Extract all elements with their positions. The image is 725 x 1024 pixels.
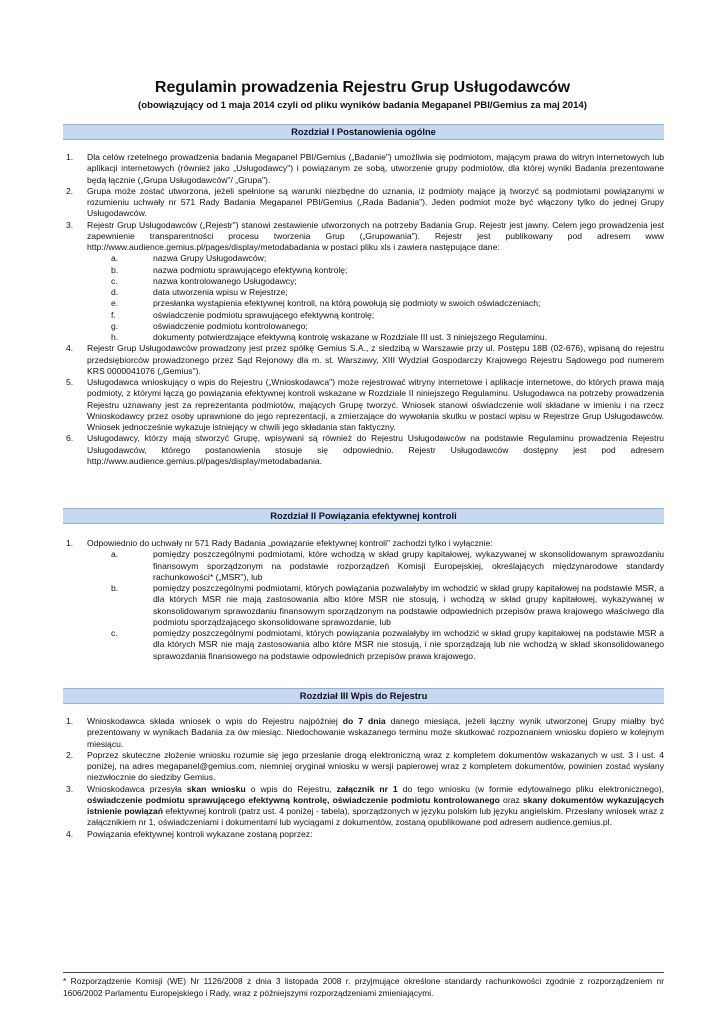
sublist-item: a. nazwa Grupy Usługodawców; bbox=[111, 253, 267, 264]
sublist-item: h. dokumenty potwierdzające efektywną kontrolę wskazane w Rozdziale III ust. 3 niniejszego Regulaminu. bbox=[111, 332, 548, 342]
sublist-item: f. oświadczenie podmiotu sprawującego efektywną kontrolę; bbox=[111, 309, 375, 320]
footnote: * Rozporządzenie Komisji (WE) Nr 1126/2008 z dnia 3 listopada 2008 r. przyjmujące określone standardy rachunkowości zgodnie z rozporządzeniem nr 1606/2002 Parlamentu Europejskiego i Rady, wraz z późniejszymi rozporządzeniami zmieniającymi. bbox=[63, 976, 664, 998]
register-fields-sublist bbox=[87, 253, 664, 343]
control-relations-sublist bbox=[87, 549, 664, 662]
list-item: 4. Rejestr Grup Usługodawców prowadzony jest przez spółkę Gemius S.A., z siedzibą w Warszawie przy ul. Postępu 18B (02-676), wpisaną do rejestru przedsiębiorców prowadzonego przez Sąd Rejonowy dla m. st. Warszawy, XIII Wydział Gospodarczy Krajowego Rejestru Sądowego pod numerem KRS 0000041076 („Gemius"). bbox=[66, 343, 664, 376]
sublist-item: b. nazwa podmiotu sprawującego efektywną kontrolę; bbox=[111, 264, 348, 275]
list-item: 5. Usługodawca wnioskujący o wpis do Rejestru („Wnioskodawca") może rejestrować witryny internetowe i aplikacje internetowe, do których prawa mają podmioty, z którymi łączą go powiązania efektywnej kontroli wskazane w Rozdziale II niniejszego Regulaminu. Usługodawca na potrzeby prowadzenia Rejestru uznawany jest za reprezentanta podmiotów, mających Grupę tworzyć. Wniosek stanowi oświadczenie woli składane w imieniu i na rzecz Wnioskodawcy przez osoby uprawnione do jego reprezentacji, a zmierzające do wywołania skutku w postaci wpisu w Rejestrze Grup Usługodawców. Wniosek jednocześnie wykazuje istniejący w chwili jego składania stan faktyczny. bbox=[66, 377, 664, 432]
document-subtitle: (obowiązujący od 1 maja 2014 czyli od pliku wyników badania Megapanel PBI/Gemius za maj 2014) bbox=[138, 100, 587, 111]
list-item: 2. Poprzez skuteczne złożenie wniosku rozumie się jego przesłanie drogą elektroniczną wraz z kompletem dokumentów wskazanych w ust. 3 i ust. 4 poniżej, na adres megapanel@gemius.com, niemniej oryginał wniosku w wersji papierowej wraz z kompletem dokumentów, powinien zostać wysłany niezwłocznie do siedziby Gemius. bbox=[66, 749, 664, 783]
list-item: 2. Grupa może zostać utworzona, jeżeli spełnione są warunki niezbędne do uznania, iż podmioty mające ją tworzyć są podmiotami powiązanymi w rozumieniu uchwały nr 571 Rady Badania Megapanel PBI/Gemius („Rada Badania"). Jeden podmiot może być włączony tylko do jednej Grupy Usługodawców. bbox=[66, 185, 664, 219]
footnote-divider bbox=[63, 972, 664, 973]
sublist-item: g. oświadczenie podmiotu kontrolowanego; bbox=[111, 320, 308, 331]
sublist-item: c. nazwa kontrolowanego Usługodawcy; bbox=[111, 275, 297, 286]
list-item: 6. Usługodawcy, którzy mają stworzyć Grupę, wpisywani są również do Rejestru Usługodawców na podstawie Regulaminu prowadzenia Rejestru Usługodawców, którego postanowienia stosuje się odpowiednio. Rejestr Usługodawców dostępny jest pod adresem http://www.audience.gemius.pl/pages/display/metodabadania. bbox=[66, 433, 664, 466]
list-item: 1. Wnioskodawca składa wniosek o wpis do Rejestru najpóźniej do 7 dnia danego miesiąca, jeżeli łączny wynik utworzonej Grupy miałby być prezentowany w wynikach Badania za ów miesiąc. Niedochowanie wskazanego terminu może skutkować rozpoznaniem wniosku dopiero w kolejnym miesiącu. bbox=[66, 716, 664, 749]
sublist-item: a. pomiędzy poszczególnymi podmiotami, które wchodzą w skład grupy kapitałowej, wykazywanej w skonsolidowanym sprawozdaniu finansowym sporządzonym na podstawie rozporządzeń Komisji Europejskiej, określających międzynarodowe standardy rachunkowości* („MSR"), lub bbox=[111, 549, 664, 582]
section-heading-3: Rozdział III Wpis do Rejestru bbox=[63, 688, 664, 704]
sublist-item: e. przesłanka wystąpienia efektywnej kontroli, na którą powołują się podmioty w swoich oświadczeniach; bbox=[111, 298, 541, 309]
section-heading-2: Rozdział II Powiązania efektywnej kontroli bbox=[63, 508, 664, 524]
list-item: 3. Wnioskodawca przesyła skan wniosku o wpis do Rejestru, załącznik nr 1 do tego wniosku (w formie edytowalnego pliku elektronicznego), oświadczenie podmiotu sprawującego efektywną kontrolę, oświadczenie podmiotu kontrolowanego oraz skany dokumentów wykazujących istnienie powiązań efektywnej kontroli (patrz ust. 4 poniżej - tabela), sporządzonych w języku polskim lub języku angielskim. Przesłany wniosek wraz z załącznikiem nr 1, oświadczeniami i dokumentami lub wyciągami z dokumentów, zostaną opublikowane pod adresem audience.gemius.pl. bbox=[66, 783, 665, 828]
section-1-list bbox=[63, 152, 664, 467]
sublist-item: d. data utworzenia wpisu w Rejestrze; bbox=[111, 287, 288, 297]
sublist-item: b. pomiędzy poszczególnymi podmiotami, których powiązania pozwalałyby im wchodzić w skład grupy kapitałowej na podstawie MSR, a dla których MSR nie mają zastosowania albo które MSR nie stosują, i wchodzą w skład grupy kapitałowej, wykazywanej w skonsolidowanym sprawozdaniu finansowym sporządzonym na podstawie odpowiednich przepisów prawa krajowego właściwego dla podmiotu sporządzającego skonsolidowane sprawozdanie, lub bbox=[111, 583, 664, 627]
list-item: 1. Odpowiednio do uchwały nr 571 Rady Badania „powiązanie efektywnej kontroli" zachodzi tylko i wyłącznie: a. pomiędzy poszczególnymi podmiotami, które wchodzą w skład grupy kapitałowej, wykazywanej w skonsolidowanym sprawozdaniu finansowym sporządzonym na podstawie rozporządzeń Komisji Europejskiej, określających międzynarodowe standardy rachunkowości* („MSR"), lub b. pomiędzy poszczególnymi podmiotami, których powiązania pozwalałyby im wchodzić w skład grupy kapitałowej na podstawie MSR, a dla których MSR nie mają zastosowania albo które MSR nie stosują, i wchodzą w skład grupy kapitałowej, wykazywanej w skonsolidowanym sprawozdaniu finansowym sporządzonym na podstawie odpowiednich przepisów prawa krajowego właściwego dla podmiotu sporządzającego skonsolidowane sprawozdanie, lub c. pomiędzy poszczególnymi podmiotami, których powiązania pozwalałyby im wchodzić w skład grupy kapitałowej na podstawie MSR a dla których MSR nie mają zastosowania albo które MSR nie stosują, i nie sporządzają lub nie wchodzą w skład skonsolidowanego sprawozdania finansowego na podstawie odpowiednich przepisów prawa krajowego. bbox=[66, 538, 664, 661]
sublist-item: c. pomiędzy poszczególnymi podmiotami, których powiązania pozwalałyby im wchodzić w skład grupy kapitałowej na podstawie MSR a dla których MSR nie mają zastosowania albo które MSR nie stosują, i nie sporządzają lub nie wchodzą w skład skonsolidowanego sprawozdania finansowego na podstawie odpowiednich przepisów prawa krajowego. bbox=[111, 628, 664, 661]
section-2-list bbox=[63, 538, 664, 662]
section-3-list bbox=[63, 716, 664, 840]
list-item: 3. Rejestr Grup Usługodawców („Rejestr") stanowi zestawienie utworzonych na potrzeby Badania Grup. Rejestr jest jawny. Celem jego prowadzenia jest zapewnienie transparentności procesu tworzenia Grup („Grupowania"). Rejestr jest publikowany pod adresem www http://www.audience.gemius.pl/pages/display/metodabadania w postaci pliku xls i zawiera następujące dane: a. nazwa Grupy Usługodawców; b. nazwa podmiotu sprawującego efektywną kontrolę; c. nazwa kontrolowanego Usługodawcy; d. data utworzenia wpisu w Rejestrze; e. przesłanka wystąpienia efektywnej kontroli, na którą powołują się podmioty w swoich oświadczeniach; f. oświadczenie podmiotu sprawującego efektywną kontrolę; g. oświadczenie podmiotu kontrolowanego; h. dokumenty potwierdzające efektywną kontrolę wskazane w Rozdziale III ust. 3 niniejszego Regulaminu. bbox=[66, 219, 664, 342]
list-item: 4. Powiązania efektywnej kontroli wykazane zostaną poprzez: bbox=[66, 828, 313, 839]
section-heading-1: Rozdział I Postanowienia ogólne bbox=[63, 124, 664, 140]
list-item: 1. Dla celów rzetelnego prowadzenia badania Megapanel PBI/Gemius („Badanie") umożliwia się podmiotom, mającym prawa do witryn internetowych lub aplikacji internetowych (również jako „Usługodawcy") i powiązanym ze sobą, utworzenie grupy podmiotów, dla której wyniki Badania prezentowane będą łącznie („Grupa Usługodawców"/ „Grupa"). bbox=[66, 152, 664, 185]
document-title: Regulamin prowadzenia Rejestru Grup Usługodawców bbox=[154, 79, 571, 96]
